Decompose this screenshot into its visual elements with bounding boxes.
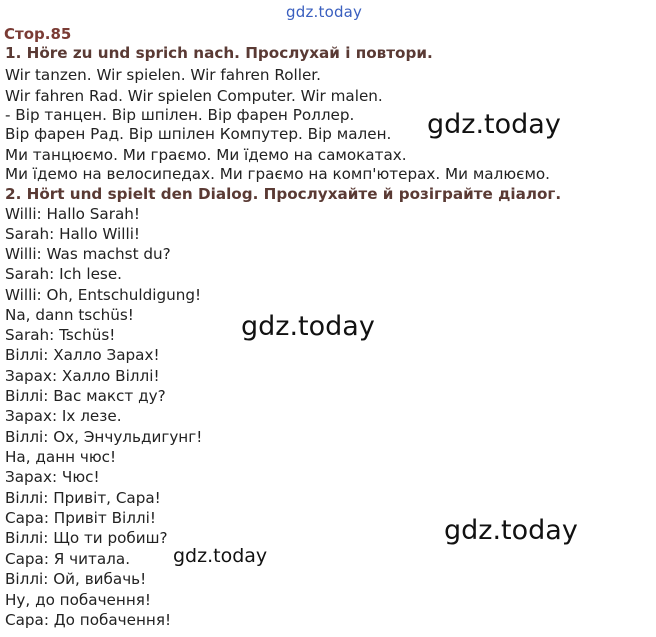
dialog-line: Зарах: Чюс!: [5, 468, 100, 486]
exercise-1-line: Ми їдемо на велосипедах. Ми граємо на комп'ютерах. Ми малюємо.: [5, 165, 551, 183]
top-watermark[interactable]: gdz.today: [286, 3, 363, 21]
dialog-line: Sarah: Ich lese.: [5, 265, 122, 283]
dialog-line: Na, dann tschüs!: [5, 306, 134, 324]
dialog-line: Сара: Привіт Віллі!: [5, 509, 156, 527]
watermark: gdz.today: [444, 515, 578, 546]
dialog-line: Sarah: Tschüs!: [5, 326, 116, 344]
exercise-1-line: - Вір танцен. Вір шпілен. Вір фарен Роллер.: [5, 106, 355, 124]
dialog-line: Віллі: Ой, вибачь!: [5, 570, 147, 588]
exercise-2-heading: 2. Hört und spielt den Dialog. Прослухайте й розіграйте діалог.: [5, 185, 562, 203]
watermark: gdz.today: [241, 311, 375, 342]
dialog-line: Willi: Was machst du?: [5, 245, 171, 263]
dialog-line: Віллі: Що ти робиш?: [5, 529, 168, 547]
dialog-line: Віллі: Ох, Энчульдигунг!: [5, 428, 203, 446]
exercise-1-line: Вір фарен Рад. Вір шпілен Компутер. Вір мален.: [5, 125, 392, 143]
exercise-1-line: Wir tanzen. Wir spielen. Wir fahren Roller.: [5, 66, 321, 84]
dialog-line: Віллі: Вас макст ду?: [5, 387, 166, 405]
dialog-line: Сара: Я читала.: [5, 550, 131, 568]
dialog-line: Willi: Hallo Sarah!: [5, 205, 141, 223]
dialog-line: Сара: До побачення!: [5, 611, 172, 629]
page-number: Стор.85: [4, 25, 72, 43]
dialog-line: Sarah: Hallo Willi!: [5, 225, 141, 243]
dialog-line: Ну, до побачення!: [5, 591, 151, 609]
dialog-line: Зарах: Іх лезе.: [5, 407, 122, 425]
dialog-line: На, данн чюс!: [5, 448, 117, 466]
dialog-line: Willi: Oh, Entschuldigung!: [5, 286, 202, 304]
dialog-line: Віллі: Халло Зарах!: [5, 346, 160, 364]
exercise-1-heading: 1. Höre zu und sprich nach. Прослухай і повтори.: [5, 44, 433, 62]
exercise-1-line: Wir fahren Rad. Wir spielen Computer. Wir malen.: [5, 87, 383, 105]
exercise-1-line: Ми танцюємо. Ми граємо. Ми їдемо на самокатах.: [5, 146, 407, 164]
dialog-line: Зарах: Халло Віллі!: [5, 367, 160, 385]
dialog-line: Віллі: Привіт, Сара!: [5, 489, 161, 507]
watermark: gdz.today: [173, 545, 268, 567]
watermark: gdz.today: [427, 109, 561, 140]
